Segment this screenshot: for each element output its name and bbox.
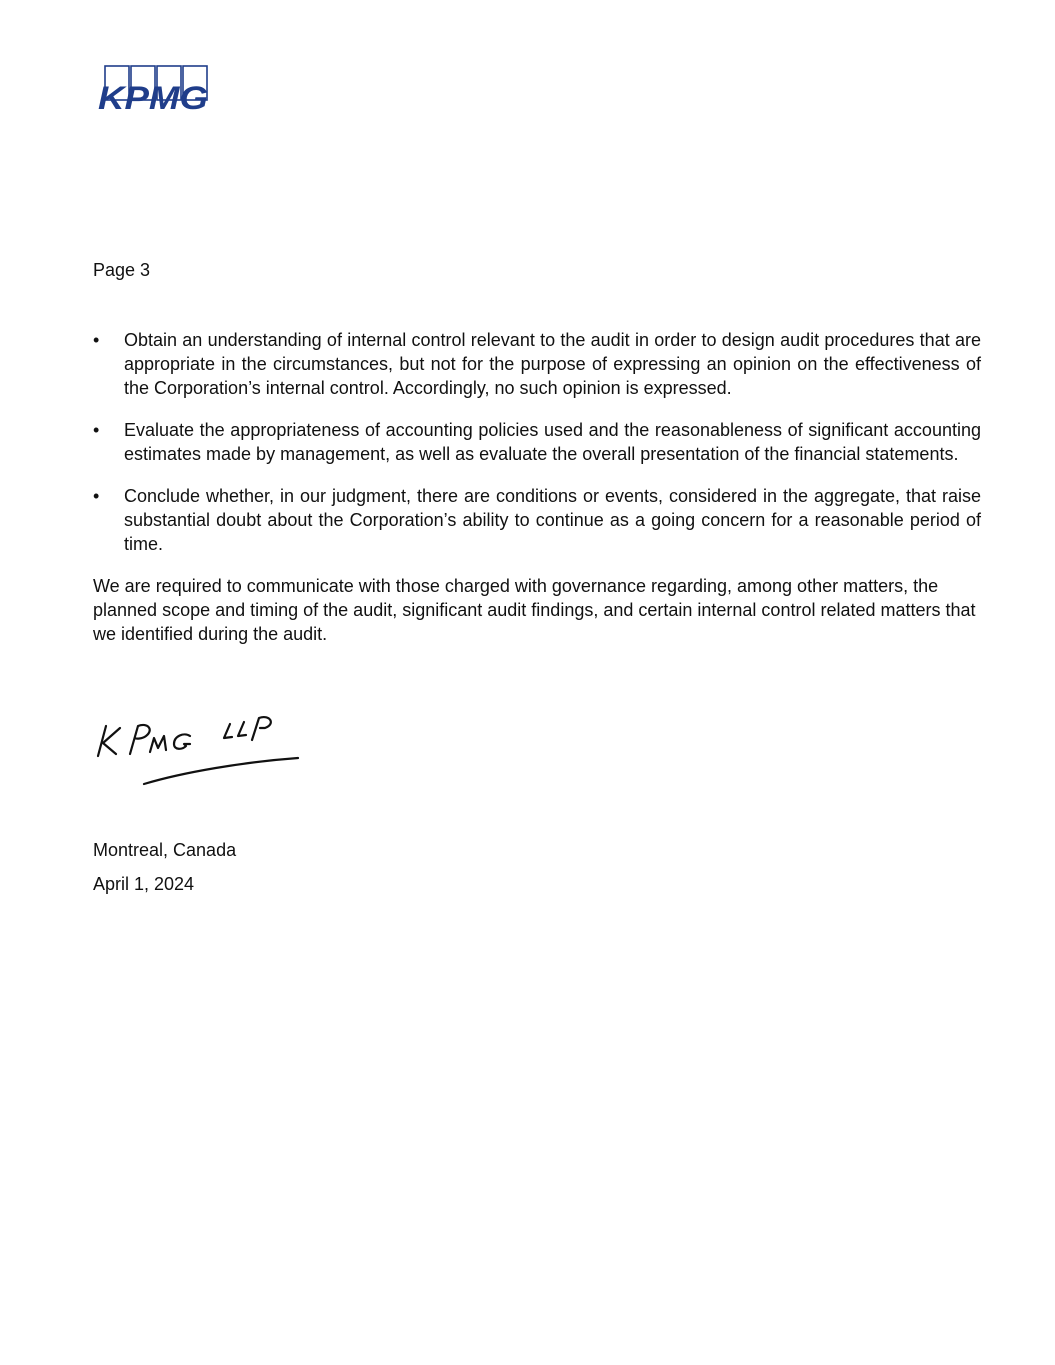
page-number: Page 3 bbox=[93, 260, 151, 280]
document-body bbox=[93, 328, 981, 646]
bullet-icon: • bbox=[93, 330, 100, 350]
location: Montreal, Canada bbox=[93, 840, 237, 860]
closing-paragraph: We are required to communicate with those charged with governance regarding, among other matters, the planned scope and timing of the audit, significant audit findings, and certain internal control related matters that we identified during the audit. bbox=[93, 576, 976, 644]
logo-wordmark: KPMG bbox=[98, 80, 208, 114]
list-item-text: Obtain an understanding of internal control relevant to the audit in order to design audit procedures that are appropriate in the circumstances, but not for the purpose of expressing an opinion on the effectiveness of the Corporation’s internal control. Accordingly, no such opinion is expressed. bbox=[124, 330, 981, 398]
list-item bbox=[93, 418, 981, 466]
list-item bbox=[93, 484, 981, 556]
list-item bbox=[93, 328, 981, 400]
bullet-icon: • bbox=[93, 486, 100, 506]
list-item-text: Conclude whether, in our judgment, there are conditions or events, considered in the aggregate, that raise substantial doubt about the Corporation’s ability to continue as a going concern for a reasonable period of time. bbox=[124, 486, 981, 554]
bullet-icon: • bbox=[93, 420, 100, 440]
kpmg-logo bbox=[96, 64, 214, 114]
signature bbox=[94, 712, 304, 792]
procedure-list bbox=[93, 328, 981, 556]
date: April 1, 2024 bbox=[93, 874, 195, 894]
list-item-text: Evaluate the appropriateness of accounting policies used and the reasonableness of significant accounting estimates made by management, as well as evaluate the overall presentation of the financial statements. bbox=[124, 420, 981, 464]
